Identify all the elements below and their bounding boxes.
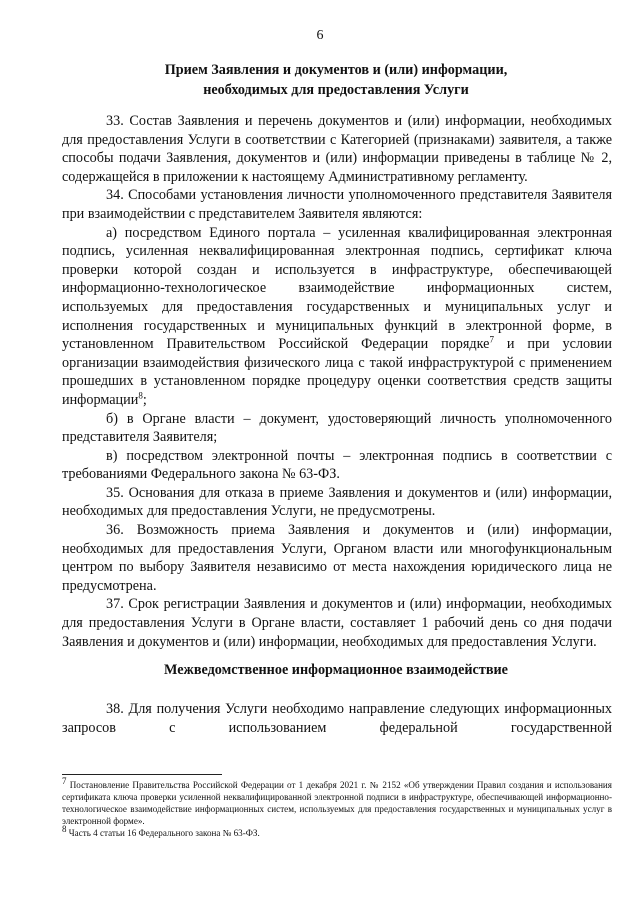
paragraph-34: 34. Способами установления личности уполномоченного представителя Заявителя при взаимодействии с представителем Заявителя являются: — [62, 187, 612, 222]
section-heading-line-1: Прием Заявления и документов и (или) информации, — [164, 62, 508, 78]
paragraph-34-c: в) посредством электронной почты – электронная подпись в соответствии с требованиями Федерального закона № 63-ФЗ. — [62, 447, 612, 483]
footnote-7-text: Постановление Правительства Российской Федерации от 1 декабря 2021 г. № 2152 «Об утверждении Правил создания и использования сертификата ключа проверки усиленной неквалифицированной электронной подписи в инфраструктуре, обеспечивающей информационно-технологическое взаимодействие информационных систем, используемых для предоставления государственных и муниципальных услуг в электронной форме». — [62, 780, 612, 826]
section-heading-line-2: необходимых для предоставления Услуги — [203, 82, 469, 98]
footnote-8-mark: 8 — [62, 823, 67, 834]
section-heading-reception — [60, 60, 612, 100]
footnote-7-mark: 7 — [62, 775, 67, 786]
paragraph-37: 37. Срок регистрации Заявления и документов и (или) информации, необходимых для предоставления Услуги в Органе власти, составляет 1 рабочий день со дня подачи Заявления и документов и (или) информации, необходимых для предоставления Услуги. — [62, 596, 612, 650]
paragraph-34-a — [62, 224, 612, 410]
footnote-ref-8: 8 — [138, 390, 143, 401]
footnotes — [62, 775, 612, 840]
document-body — [62, 112, 612, 651]
section-heading-interagency — [60, 660, 612, 680]
paragraph-34-a-text-1: а) посредством Единого портала – усиленная квалифицированная электронная подпись, усиленная неквалифицированная электронная подпись, сертификат ключа проверки которой создан и используется в инфраструктуре, обеспечивающей информационно-технологическое взаимодействие информационных систем, используемых для предоставления государственных и муниципальных услуг и исполнения государственных и муниципальных функций в электронной форме, в установленном Правительством Российской Федерации порядке — [62, 224, 612, 353]
paragraph-38-block — [62, 700, 612, 737]
paragraph-34-a-text-2: и при условии организации взаимодействия физического лица с такой инфраструктурой с применением прошедших в установленном порядке процедуру оценки соответствия средств защиты информации — [62, 336, 612, 408]
paragraph-35: 35. Основания для отказа в приеме Заявления и документов и (или) информации, необходимых для предоставления Услуги, не предусмотрены. — [62, 484, 612, 520]
paragraph-36: 36. Возможность приема Заявления и документов и (или) информации, необходимых для предоставления Услуги, Органом власти или многофункциональным центром по выбору Заявителя независимо от места нахождения юридического лица не предусмотрена. — [62, 522, 612, 594]
footnote-separator — [62, 774, 222, 775]
paragraph-33: 33. Состав Заявления и перечень документов и (или) информации, необходимых для предоставления Услуги в соответствии с Категорией (признаками) заявителя, а также способы подачи Заявления, документов и (или) информации приведены в таблице № 2, содержащейся в приложении к настоящему Административному регламенту. — [62, 113, 612, 185]
footnote-8-text: Часть 4 статьи 16 Федерального закона № 63-ФЗ. — [66, 827, 260, 838]
footnote-7 — [62, 775, 612, 828]
footnote-8 — [62, 823, 612, 840]
paragraph-38: 38. Для получения Услуги необходимо направление следующих информационных запросов с использованием федеральной государственной — [62, 701, 612, 736]
paragraph-34-a-text-3: ; — [142, 391, 147, 408]
page-number: 6 — [316, 28, 324, 43]
section-heading-interagency-text: Межведомственное информационное взаимодействие — [164, 662, 508, 678]
footnote-ref-7: 7 — [489, 334, 494, 345]
paragraph-34-b: б) в Органе власти – документ, удостоверяющий личность уполномоченного представителя Заявителя; — [62, 410, 612, 446]
